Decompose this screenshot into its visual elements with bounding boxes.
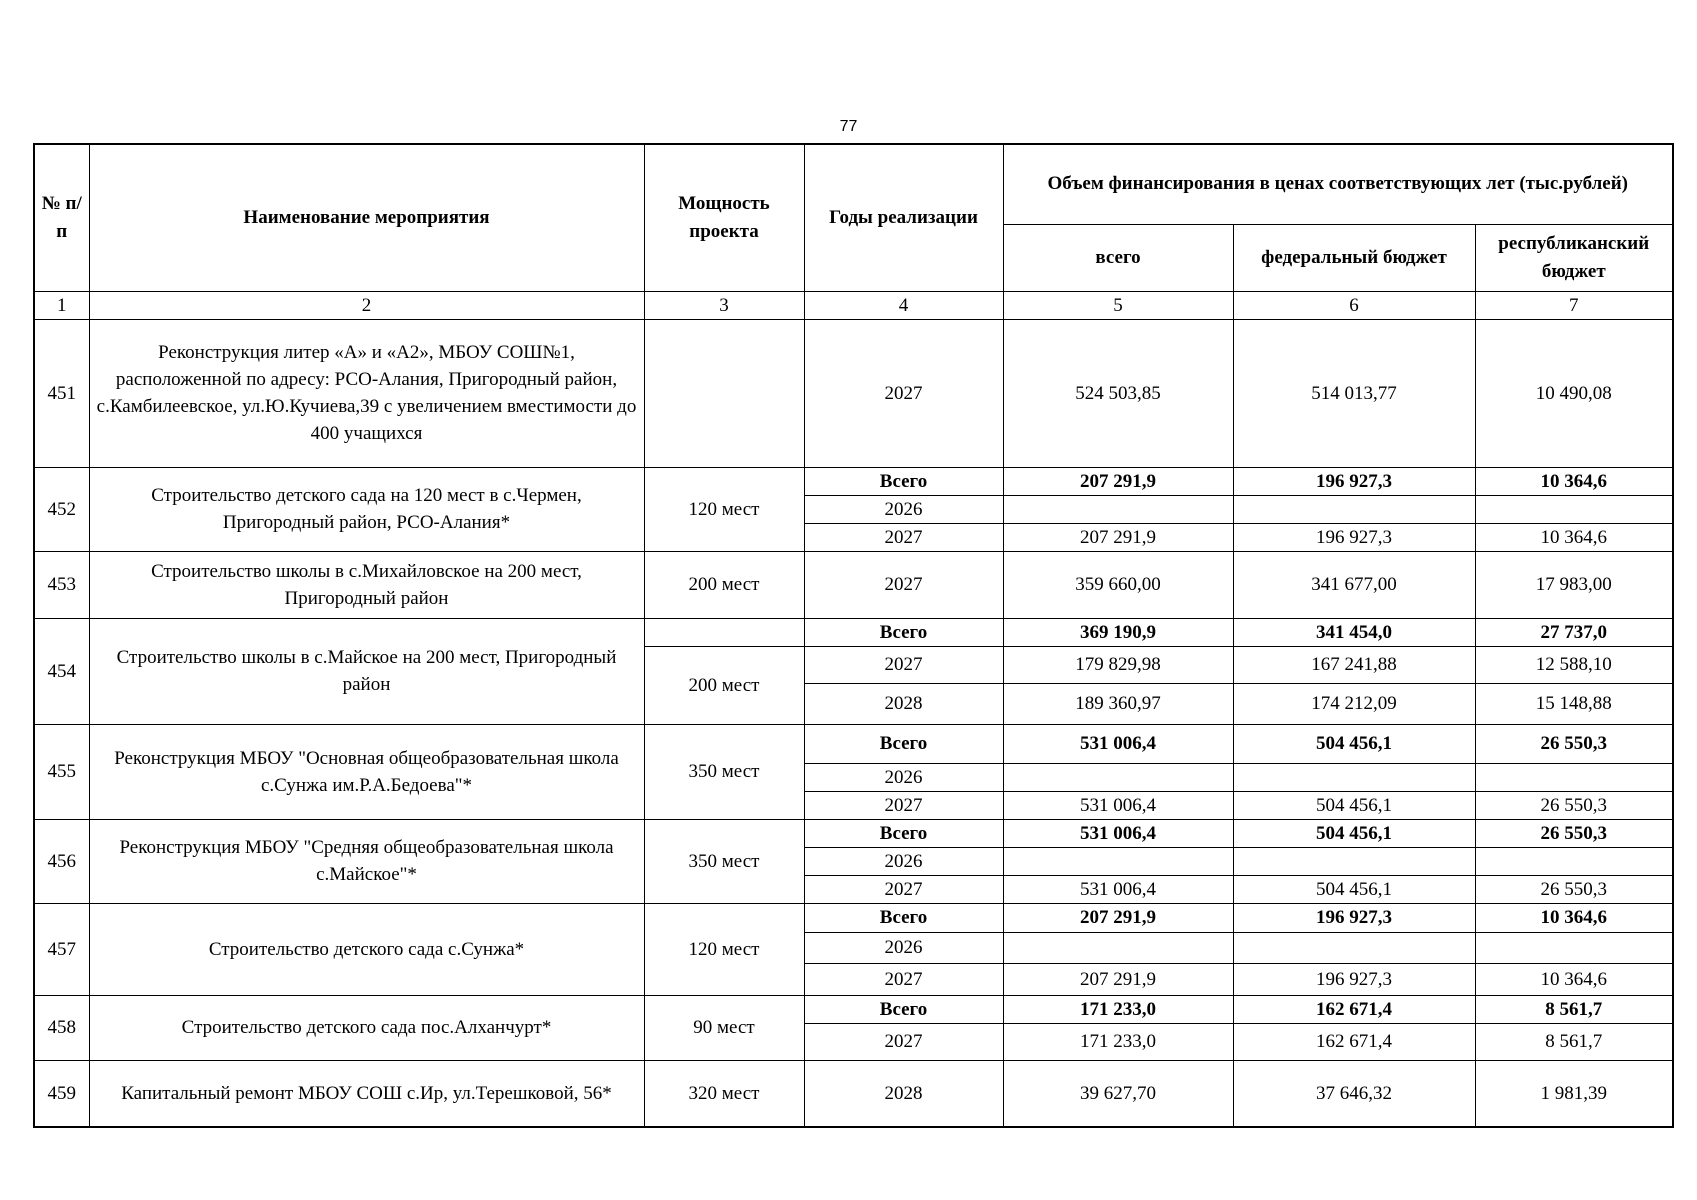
cell-total: 369 190,9 <box>1003 618 1233 646</box>
cell-year: Всего <box>804 618 1003 646</box>
project-name: Реконструкция МБОУ "Основная общеобразовательная школа с.Сунжа им.Р.А.Бедоева"* <box>89 724 644 819</box>
project-name: Строительство детского сада на 120 мест в с.Чермен, Пригородный район, РСО-Алания* <box>89 467 644 551</box>
column-number: 3 <box>644 291 804 319</box>
column-number-row <box>34 291 1673 319</box>
project-name: Строительство детского сада с.Сунжа* <box>89 903 644 995</box>
table-row <box>34 1060 1673 1127</box>
cell-federal: 504 456,1 <box>1233 724 1475 763</box>
row-number: 451 <box>34 319 89 467</box>
project-name: Строительство детского сада пос.Алханчурт* <box>89 995 644 1060</box>
cell-federal: 196 927,3 <box>1233 903 1475 932</box>
row-number: 452 <box>34 467 89 551</box>
row-number: 455 <box>34 724 89 819</box>
cell-republic: 1 981,39 <box>1475 1060 1673 1127</box>
cell-total: 207 291,9 <box>1003 467 1233 495</box>
project-name: Реконструкция МБОУ "Средняя общеобразовательная школа с.Майское"* <box>89 819 644 903</box>
cell-republic: 10 364,6 <box>1475 523 1673 551</box>
cell-total: 531 006,4 <box>1003 875 1233 903</box>
cell-republic: 26 550,3 <box>1475 875 1673 903</box>
table-row <box>34 319 1673 467</box>
cell-republic: 10 364,6 <box>1475 467 1673 495</box>
cell-republic <box>1475 495 1673 523</box>
cell-total: 207 291,9 <box>1003 903 1233 932</box>
cell-federal: 167 241,88 <box>1233 646 1475 683</box>
cell-republic: 26 550,3 <box>1475 724 1673 763</box>
header-num: № п/п <box>34 144 89 291</box>
header-row-1 <box>34 144 1673 224</box>
cell-year: 2028 <box>804 1060 1003 1127</box>
project-capacity: 200 мест <box>644 551 804 618</box>
cell-republic: 27 737,0 <box>1475 618 1673 646</box>
cell-republic: 10 490,08 <box>1475 319 1673 467</box>
cell-year: Всего <box>804 724 1003 763</box>
project-capacity: 200 мест <box>644 646 804 724</box>
table-row <box>34 724 1673 763</box>
cell-total <box>1003 495 1233 523</box>
column-number: 5 <box>1003 291 1233 319</box>
cell-total: 531 006,4 <box>1003 791 1233 819</box>
column-number: 2 <box>89 291 644 319</box>
cell-republic <box>1475 847 1673 875</box>
cell-year: 2027 <box>804 646 1003 683</box>
cell-republic: 26 550,3 <box>1475 791 1673 819</box>
cell-federal: 162 671,4 <box>1233 995 1475 1023</box>
cell-federal <box>1233 495 1475 523</box>
cell-federal <box>1233 847 1475 875</box>
header-total: всего <box>1003 224 1233 291</box>
cell-total: 531 006,4 <box>1003 819 1233 847</box>
cell-total: 207 291,9 <box>1003 963 1233 995</box>
cell-federal: 37 646,32 <box>1233 1060 1475 1127</box>
column-number: 6 <box>1233 291 1475 319</box>
cell-total: 179 829,98 <box>1003 646 1233 683</box>
cell-federal: 504 456,1 <box>1233 875 1475 903</box>
cell-total: 524 503,85 <box>1003 319 1233 467</box>
cell-federal: 174 212,09 <box>1233 683 1475 724</box>
cell-year: 2027 <box>804 963 1003 995</box>
header-capacity: Мощность проекта <box>644 144 804 291</box>
project-name: Капитальный ремонт МБОУ СОШ с.Ир, ул.Терешковой, 56* <box>89 1060 644 1127</box>
table-row <box>34 995 1673 1023</box>
cell-year: 2026 <box>804 763 1003 791</box>
column-number: 4 <box>804 291 1003 319</box>
header-volume: Объем финансирования в ценах соответствующих лет (тыс.рублей) <box>1003 144 1673 224</box>
cell-year: 2026 <box>804 847 1003 875</box>
cell-republic: 10 364,6 <box>1475 903 1673 932</box>
project-capacity-empty <box>644 618 804 646</box>
row-number: 453 <box>34 551 89 618</box>
cell-total: 39 627,70 <box>1003 1060 1233 1127</box>
cell-republic: 10 364,6 <box>1475 963 1673 995</box>
column-number: 7 <box>1475 291 1673 319</box>
cell-republic: 12 588,10 <box>1475 646 1673 683</box>
row-number: 454 <box>34 618 89 724</box>
header-name: Наименование мероприятия <box>89 144 644 291</box>
cell-year: Всего <box>804 467 1003 495</box>
cell-federal: 504 456,1 <box>1233 791 1475 819</box>
cell-year: 2026 <box>804 932 1003 963</box>
project-capacity: 120 мест <box>644 903 804 995</box>
project-name: Строительство школы в с.Михайловское на 200 мест, Пригородный район <box>89 551 644 618</box>
row-number: 458 <box>34 995 89 1060</box>
cell-year: 2027 <box>804 319 1003 467</box>
row-number: 459 <box>34 1060 89 1127</box>
project-capacity: 120 мест <box>644 467 804 551</box>
project-capacity <box>644 319 804 467</box>
project-name: Строительство школы в с.Майское на 200 мест, Пригородный район <box>89 618 644 724</box>
cell-republic: 8 561,7 <box>1475 995 1673 1023</box>
cell-federal: 341 677,00 <box>1233 551 1475 618</box>
cell-year: 2027 <box>804 523 1003 551</box>
page-number: 77 <box>839 118 858 135</box>
table-row <box>34 618 1673 646</box>
project-name: Реконструкция литер «А» и «А2», МБОУ СОШ№1, расположенной по адресу: РСО-Алания, Пригородный район, с.Камбилеевское, ул.Ю.Кучиева,39 с увеличением вместимости до 400 учащихся <box>89 319 644 467</box>
cell-total <box>1003 932 1233 963</box>
cell-federal: 196 927,3 <box>1233 963 1475 995</box>
cell-federal: 514 013,77 <box>1233 319 1475 467</box>
cell-republic: 15 148,88 <box>1475 683 1673 724</box>
table-row <box>34 551 1673 618</box>
project-capacity: 350 мест <box>644 819 804 903</box>
cell-total <box>1003 847 1233 875</box>
cell-year: Всего <box>804 903 1003 932</box>
row-number: 457 <box>34 903 89 995</box>
header-republic: республиканский бюджет <box>1475 224 1673 291</box>
cell-federal: 196 927,3 <box>1233 467 1475 495</box>
cell-year: Всего <box>804 819 1003 847</box>
cell-year: 2026 <box>804 495 1003 523</box>
table-row <box>34 467 1673 495</box>
cell-total: 171 233,0 <box>1003 1023 1233 1060</box>
cell-federal: 196 927,3 <box>1233 523 1475 551</box>
cell-year: Всего <box>804 995 1003 1023</box>
cell-year: 2027 <box>804 551 1003 618</box>
cell-federal: 341 454,0 <box>1233 618 1475 646</box>
cell-total: 531 006,4 <box>1003 724 1233 763</box>
header-years: Годы реализации <box>804 144 1003 291</box>
project-capacity: 320 мест <box>644 1060 804 1127</box>
cell-republic <box>1475 763 1673 791</box>
cell-total <box>1003 763 1233 791</box>
table-body <box>34 144 1673 1127</box>
cell-federal: 162 671,4 <box>1233 1023 1475 1060</box>
cell-year: 2027 <box>804 791 1003 819</box>
cell-total: 189 360,97 <box>1003 683 1233 724</box>
cell-federal <box>1233 763 1475 791</box>
cell-year: 2027 <box>804 1023 1003 1060</box>
funding-table <box>33 143 1674 1128</box>
project-capacity: 90 мест <box>644 995 804 1060</box>
cell-republic: 8 561,7 <box>1475 1023 1673 1060</box>
cell-republic: 26 550,3 <box>1475 819 1673 847</box>
column-number: 1 <box>34 291 89 319</box>
table-row <box>34 903 1673 932</box>
table-row <box>34 819 1673 847</box>
cell-total: 171 233,0 <box>1003 995 1233 1023</box>
cell-total: 359 660,00 <box>1003 551 1233 618</box>
header-federal: федеральный бюджет <box>1233 224 1475 291</box>
project-capacity: 350 мест <box>644 724 804 819</box>
cell-year: 2027 <box>804 875 1003 903</box>
cell-republic <box>1475 932 1673 963</box>
cell-year: 2028 <box>804 683 1003 724</box>
cell-total: 207 291,9 <box>1003 523 1233 551</box>
cell-federal: 504 456,1 <box>1233 819 1475 847</box>
cell-republic: 17 983,00 <box>1475 551 1673 618</box>
row-number: 456 <box>34 819 89 903</box>
cell-federal <box>1233 932 1475 963</box>
